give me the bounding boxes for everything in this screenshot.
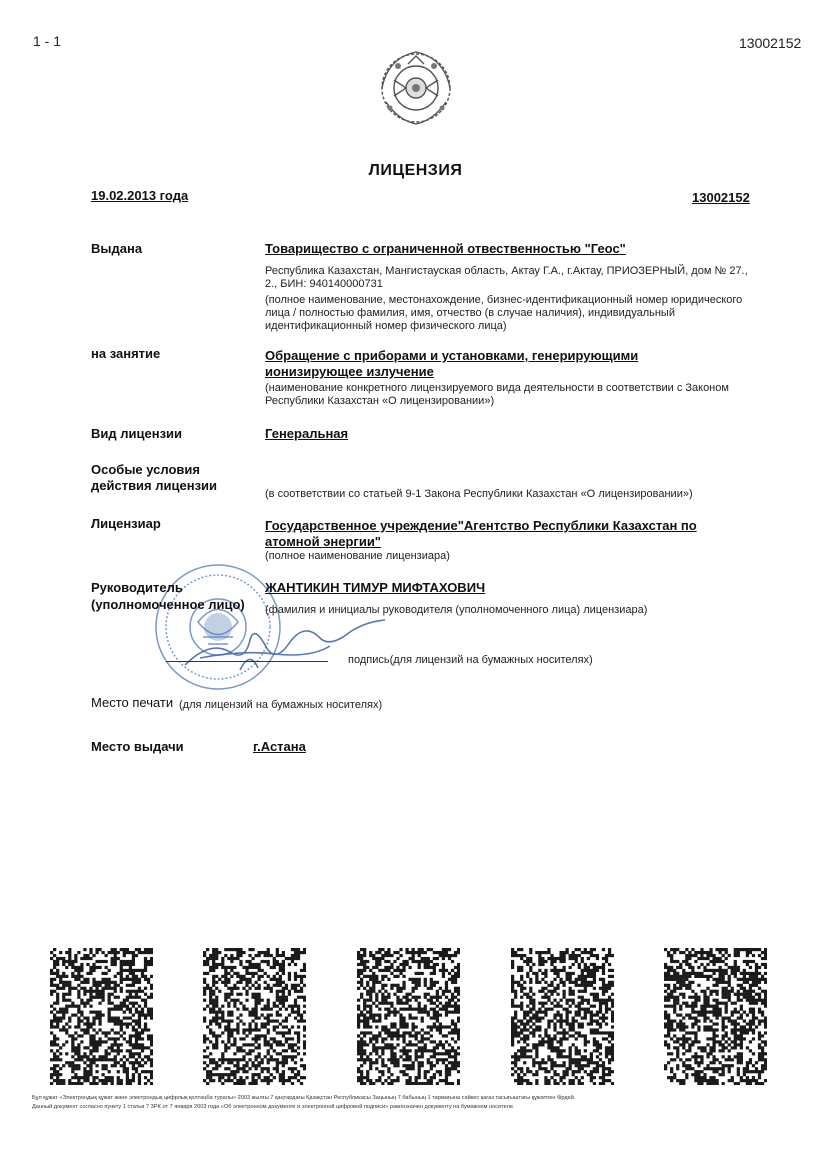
barcode-5-icon: [664, 948, 767, 1085]
activity-label: на занятие: [91, 346, 161, 361]
state-emblem-icon: [368, 44, 464, 128]
signature-icon: [180, 610, 390, 680]
signature-note: подпись(для лицензий на бумажных носителях): [348, 654, 593, 666]
licensee-address: Республика Казахстан, Мангистауская область, Актау Г.А., г.Актау, ПРИОЗЕРНЫЙ, дом № 27., 2., БИН: 940140000731: [265, 265, 748, 290]
signature-line: [166, 661, 328, 662]
barcode-2-icon: [203, 948, 306, 1085]
licensor-label: Лицензиар: [91, 516, 161, 531]
issued-to-label: Выдана: [91, 241, 143, 256]
barcode-3-icon: [357, 948, 460, 1085]
activity-note: (наименование конкретного лицензируемого вида деятельности в соответствии с Законом Республики Казахстан «О лицензировании»): [265, 382, 729, 407]
special-conditions-label-1: Особые условия: [91, 462, 200, 477]
document-title: ЛИЦЕНЗИЯ: [368, 162, 463, 179]
license-type-label: Вид лицензии: [91, 426, 183, 441]
page-label: 1 - 1: [33, 33, 62, 49]
head-name: ЖАНТИКИН ТИМУР МИФТАХОВИЧ: [265, 580, 486, 595]
barcode-1-icon: [50, 948, 153, 1085]
footer-line-2: Данный документ согласно пункту 1 статьи 7 ЗРК от 7 января 2003 года «Об электронном документе и электронной цифровой подписи» равнозначен документу на бумажном носителе.: [32, 1104, 515, 1110]
footer-line-1: Бұл құжат «Электрондық құжат және электрондық цифрлық қолтаңба туралы» 2003 жылғы 7 қаңтардағы Қазақстан Республикасы Заңының 7 бабының 1 тармағына сәйкес қағаз тасығыштағы құжатпен бірдей.: [32, 1095, 576, 1101]
special-conditions-note: (в соответствии со статьей 9-1 Закона Республики Казахстан «О лицензировании»): [265, 488, 693, 500]
licensor-note: (полное наименование лицензиара): [265, 550, 450, 562]
doc-number-top: 13002152: [739, 35, 802, 51]
head-label-1: Руководитель: [91, 580, 183, 595]
head-note: (фамилия и инициалы руководителя (уполномоченного лица) лицензиара): [265, 604, 648, 616]
seal-note: (для лицензий на бумажных носителях): [179, 699, 383, 711]
activity-value: Обращение с приборами и установками, генерирующими ионизирующее излучение: [265, 348, 639, 379]
licensee-name: Товарищество с ограниченной отвественностью "Геос": [265, 241, 626, 256]
place-of-issue-value: г.Астана: [253, 739, 306, 754]
licensee-note: (полное наименование, местонахождение, бизнес-идентификационный номер юридического лица / полностью фамилия, имя, отчество (в случае наличия), индивидуальный идентификационный номер физического лица): [265, 294, 743, 332]
special-conditions-label-2: действия лицензии: [91, 478, 218, 493]
license-type-value: Генеральная: [265, 426, 349, 441]
place-of-issue-label: Место выдачи: [91, 739, 184, 754]
licensor-value: Государственное учреждение"Агентство Республики Казахстан по атомной энергии": [265, 518, 697, 549]
license-number: 13002152: [692, 190, 750, 205]
issue-date: 19.02.2013 года: [91, 188, 189, 203]
head-label-2: (уполномоченное лицо): [91, 597, 245, 612]
barcode-4-icon: [511, 948, 614, 1085]
seal-label: Место печати: [91, 695, 174, 710]
